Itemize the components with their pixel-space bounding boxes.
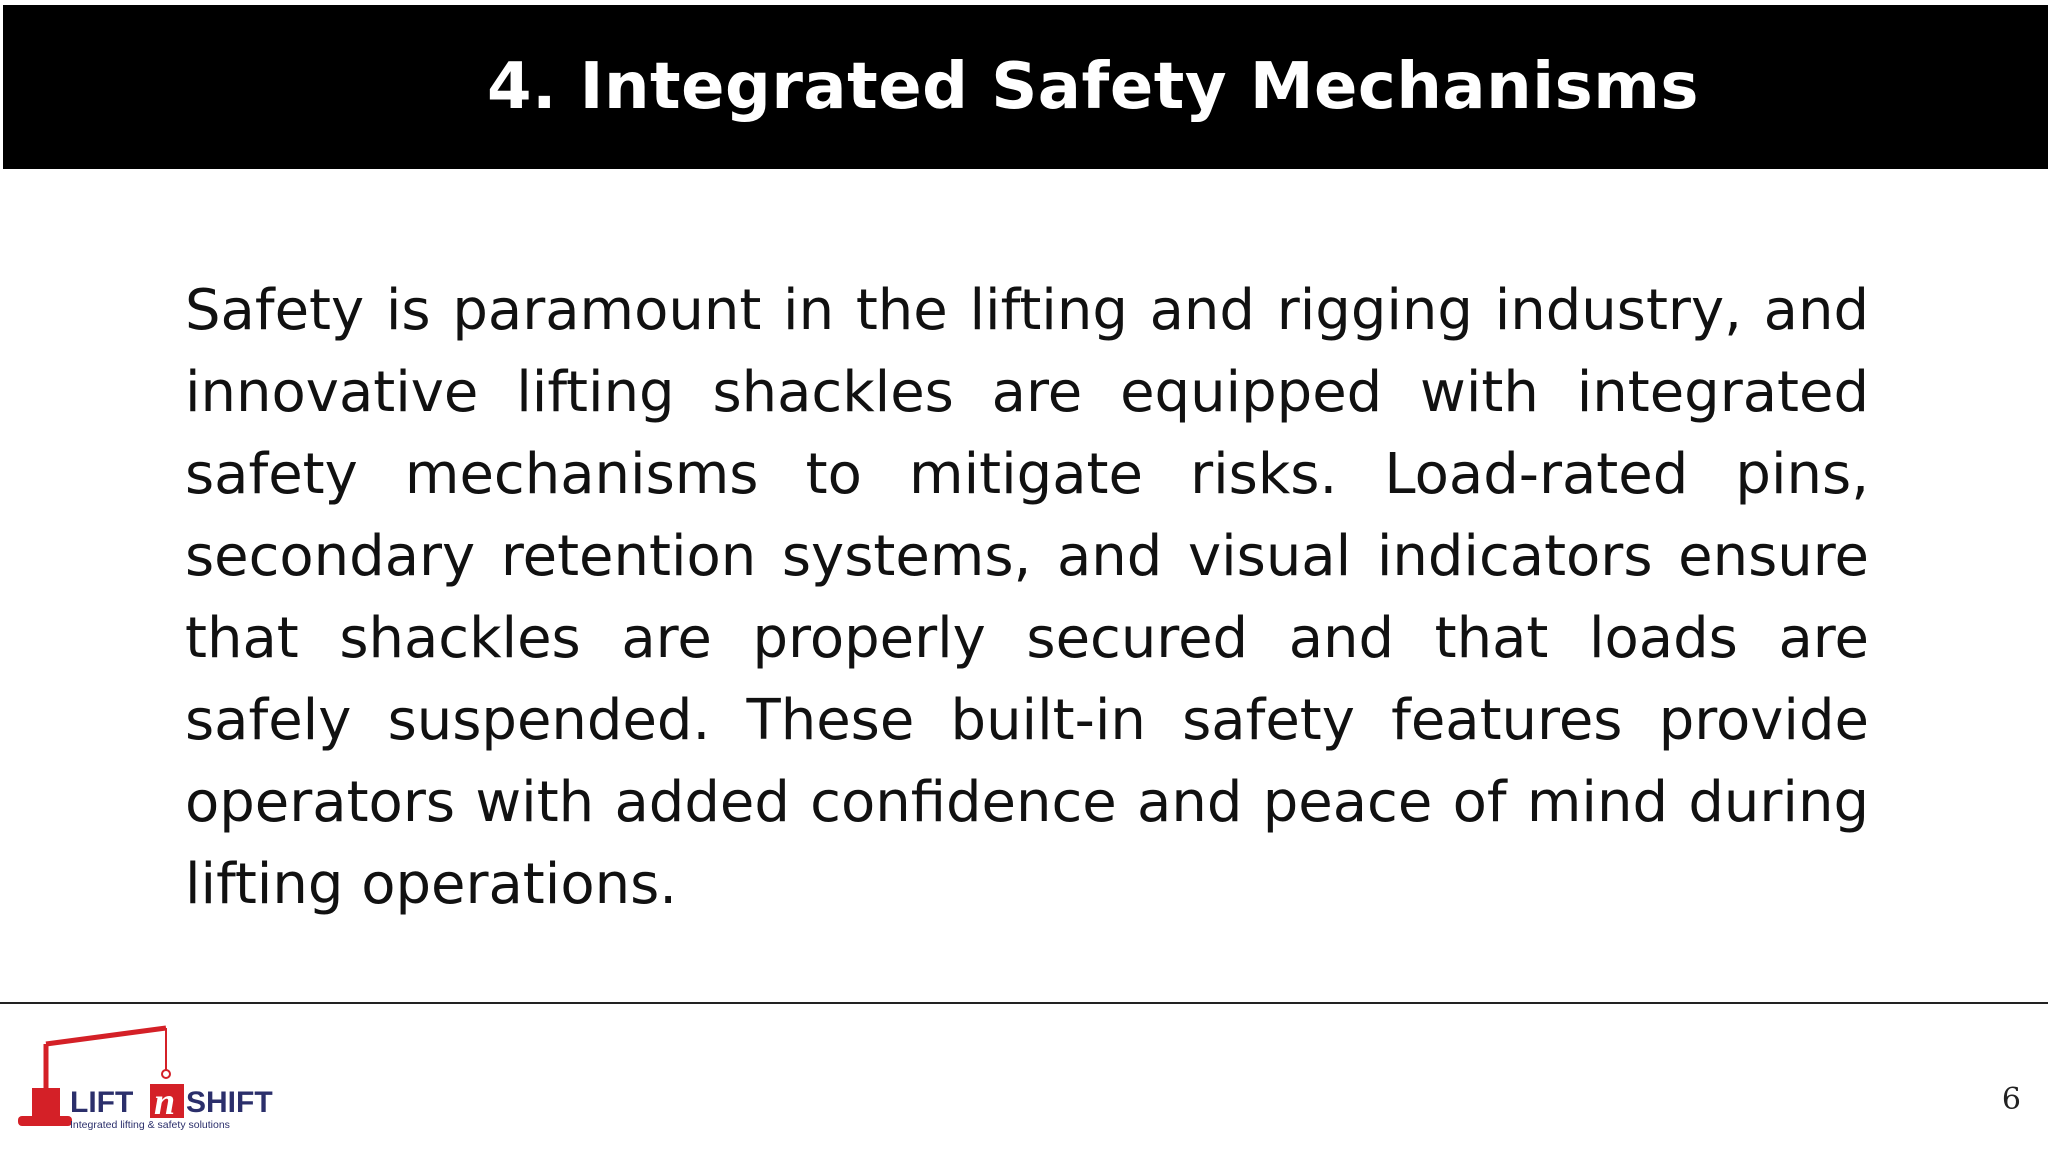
liftnshift-logo — [14, 1022, 304, 1140]
crane-base-icon — [32, 1088, 60, 1118]
crane-hook-icon — [162, 1070, 170, 1078]
title-bar — [3, 5, 2048, 169]
slide-title: 4. Integrated Safety Mechanisms — [487, 50, 1699, 124]
logo-tagline: Integrated lifting & safety solutions — [70, 1119, 230, 1131]
footer-divider — [0, 1002, 2048, 1004]
logo-word-left: LIFT — [70, 1086, 134, 1119]
crane-track-icon — [18, 1116, 72, 1126]
crane-boom-icon — [46, 1028, 166, 1044]
page-number: 6 — [2001, 1082, 2021, 1117]
logo-word-right: SHIFT — [186, 1086, 273, 1119]
logo-word-mid: n — [154, 1081, 176, 1123]
slide-body-text: Safety is paramount in the lifting and rigging industry, and innovative lifting shackles are equipped with integrated safety mechanisms to mitigate risks. Load-rated pins, secondary retention systems, and visual indicators ensure that shackles are properly secured and that loads are safely suspended. These built-in safety features provide operators with added confidence and peace of mind during lifting operations. — [185, 278, 1869, 917]
